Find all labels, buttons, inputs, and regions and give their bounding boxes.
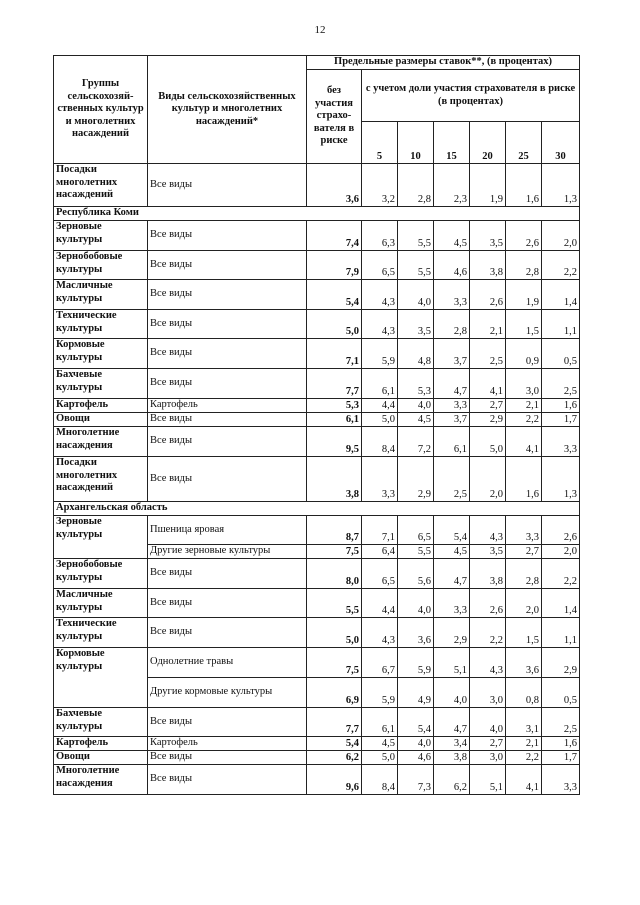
rate-share-cell: 3,3 [542,427,580,457]
rate-share-cell: 6,1 [362,369,398,399]
crop-kind-cell: Все виды [148,413,307,427]
table-row [54,369,580,399]
rate-share-cell: 3,2 [362,164,398,207]
rate-share-cell: 2,2 [506,413,542,427]
rate-share-cell: 4,3 [470,648,506,678]
region-label: Республика Коми [54,207,580,221]
crop-kind-cell: Все виды [148,618,307,648]
table-row [54,251,580,280]
rate-share-cell: 3,0 [470,751,506,765]
rate-no-share-cell: 5,5 [307,589,362,618]
rate-share-cell: 5,5 [398,545,434,559]
rate-share-cell: 2,2 [542,559,580,589]
header-with-share: с учетом доли участия страхователя в риске (в процентах) [362,70,580,122]
rate-no-share-cell: 7,1 [307,339,362,369]
rate-share-cell: 2,1 [506,399,542,413]
header-group: Группы сельскохозяй-ственных культур и многолетних насаждений [54,56,148,164]
crop-kind-cell: Все виды [148,280,307,310]
rate-share-cell: 3,4 [434,737,470,751]
rate-share-cell: 3,5 [470,545,506,559]
rate-no-share-cell: 8,0 [307,559,362,589]
rate-share-cell: 4,3 [362,310,398,339]
rate-share-cell: 3,3 [506,516,542,545]
rate-share-cell: 3,1 [506,708,542,737]
table-row [54,164,580,207]
rate-share-cell: 4,0 [398,737,434,751]
crop-kind-cell: Все виды [148,708,307,737]
rate-share-cell: 4,3 [362,618,398,648]
rate-share-cell: 2,9 [434,618,470,648]
table-row [54,708,580,737]
rate-share-cell: 5,0 [470,427,506,457]
rate-no-share-cell: 6,1 [307,413,362,427]
crop-kind-cell: Все виды [148,339,307,369]
header-kinds: Виды сельскохозяйственных культур и многолетних насаждений* [148,56,307,164]
header-share-20: 20 [470,122,506,164]
rate-share-cell: 8,4 [362,765,398,795]
rate-share-cell: 4,0 [434,678,470,708]
rate-share-cell: 6,4 [362,545,398,559]
table-row [54,559,580,589]
rate-share-cell: 4,8 [398,339,434,369]
rate-share-cell: 4,7 [434,708,470,737]
rate-share-cell: 3,6 [398,618,434,648]
rate-share-cell: 5,0 [362,751,398,765]
rate-share-cell: 8,4 [362,427,398,457]
rate-share-cell: 7,3 [398,765,434,795]
rate-no-share-cell: 3,6 [307,164,362,207]
insurance-rates-table [53,55,580,795]
rate-share-cell: 4,1 [470,369,506,399]
table-row [54,413,580,427]
header-share-15: 15 [434,122,470,164]
rate-share-cell: 2,8 [398,164,434,207]
rate-share-cell: 2,9 [542,648,580,678]
rate-share-cell: 4,0 [398,280,434,310]
rate-share-cell: 6,5 [362,251,398,280]
rate-share-cell: 6,3 [362,221,398,251]
crop-kind-cell: Все виды [148,765,307,795]
rate-share-cell: 2,6 [470,589,506,618]
rate-no-share-cell: 7,9 [307,251,362,280]
rate-share-cell: 2,0 [470,457,506,502]
crop-group-cell: Бахчевые культуры [54,708,148,737]
rate-share-cell: 0,8 [506,678,542,708]
rate-share-cell: 2,7 [470,399,506,413]
table-body [54,164,580,795]
rate-share-cell: 4,3 [470,516,506,545]
crop-kind-cell: Все виды [148,427,307,457]
rate-share-cell: 0,9 [506,339,542,369]
rate-no-share-cell: 5,4 [307,280,362,310]
rate-share-cell: 4,1 [506,427,542,457]
header-no-share: без участия страхо-вателя в риске [307,70,362,164]
rate-share-cell: 2,5 [542,369,580,399]
rate-share-cell: 2,7 [506,545,542,559]
rate-share-cell: 2,2 [542,251,580,280]
rate-share-cell: 4,5 [434,221,470,251]
rate-share-cell: 1,7 [542,751,580,765]
rate-share-cell: 5,3 [398,369,434,399]
rate-no-share-cell: 7,7 [307,369,362,399]
rate-share-cell: 5,9 [362,678,398,708]
rate-share-cell: 1,9 [506,280,542,310]
rate-share-cell: 1,5 [506,618,542,648]
rate-no-share-cell: 7,7 [307,708,362,737]
rate-share-cell: 5,4 [434,516,470,545]
rate-share-cell: 4,0 [398,589,434,618]
rate-share-cell: 7,1 [362,516,398,545]
crop-group-cell: Технические культуры [54,618,148,648]
rate-share-cell: 7,2 [398,427,434,457]
rate-no-share-cell: 5,0 [307,618,362,648]
rate-no-share-cell: 5,3 [307,399,362,413]
rate-share-cell: 1,4 [542,280,580,310]
rate-share-cell: 2,2 [470,618,506,648]
rate-share-cell: 6,7 [362,648,398,678]
crop-kind-cell: Все виды [148,369,307,399]
crop-group-cell: Зерновые культуры [54,516,148,559]
rate-share-cell: 3,8 [470,251,506,280]
crop-group-cell: Многолетние насаждения [54,427,148,457]
crop-group-cell: Кормовые культуры [54,339,148,369]
rate-share-cell: 4,3 [362,280,398,310]
rate-share-cell: 2,5 [434,457,470,502]
rate-share-cell: 3,8 [434,751,470,765]
rate-share-cell: 4,1 [506,765,542,795]
rate-share-cell: 1,6 [506,164,542,207]
crop-kind-cell: Все виды [148,164,307,207]
crop-kind-cell: Все виды [148,751,307,765]
crop-kind-cell: Картофель [148,399,307,413]
crop-group-cell: Технические культуры [54,310,148,339]
crop-group-cell: Овощи [54,751,148,765]
rate-share-cell: 5,1 [434,648,470,678]
rate-no-share-cell: 7,5 [307,545,362,559]
rate-share-cell: 3,5 [398,310,434,339]
rate-no-share-cell: 9,5 [307,427,362,457]
table-row [54,221,580,251]
table-row [54,457,580,502]
rate-no-share-cell: 7,5 [307,648,362,678]
rate-no-share-cell: 5,4 [307,737,362,751]
table-row [54,516,580,545]
page-number: 12 [314,24,326,36]
rate-share-cell: 2,8 [506,559,542,589]
rate-share-cell: 2,0 [542,545,580,559]
rate-share-cell: 4,4 [362,399,398,413]
rate-share-cell: 2,1 [470,310,506,339]
rate-share-cell: 2,3 [434,164,470,207]
rate-share-cell: 3,3 [434,399,470,413]
rate-share-cell: 5,5 [398,221,434,251]
header-share-30: 30 [542,122,580,164]
rate-no-share-cell: 5,0 [307,310,362,339]
rate-share-cell: 3,8 [470,559,506,589]
rate-share-cell: 1,9 [470,164,506,207]
rate-share-cell: 6,1 [434,427,470,457]
region-row [54,207,580,221]
crop-group-cell: Картофель [54,737,148,751]
rate-share-cell: 4,5 [398,413,434,427]
header-share-10: 10 [398,122,434,164]
rate-share-cell: 1,6 [506,457,542,502]
rate-share-cell: 2,5 [542,708,580,737]
rate-share-cell: 0,5 [542,678,580,708]
table-row [54,618,580,648]
rate-share-cell: 0,5 [542,339,580,369]
rate-share-cell: 5,6 [398,559,434,589]
rate-share-cell: 3,0 [470,678,506,708]
rate-share-cell: 1,5 [506,310,542,339]
crop-group-cell: Зерновые культуры [54,221,148,251]
rate-share-cell: 2,6 [470,280,506,310]
crop-kind-cell: Пшеница яровая [148,516,307,545]
rate-share-cell: 2,5 [470,339,506,369]
crop-kind-cell: Однолетние травы [148,648,307,678]
rate-no-share-cell: 3,8 [307,457,362,502]
rate-share-cell: 4,6 [398,751,434,765]
rate-share-cell: 2,9 [398,457,434,502]
table-row [54,751,580,765]
rate-share-cell: 6,5 [362,559,398,589]
rate-no-share-cell: 6,9 [307,678,362,708]
rate-share-cell: 2,7 [470,737,506,751]
rate-share-cell: 2,8 [434,310,470,339]
rate-share-cell: 5,0 [362,413,398,427]
rate-share-cell: 5,9 [398,648,434,678]
rate-share-cell: 4,0 [470,708,506,737]
crop-kind-cell: Все виды [148,589,307,618]
rate-share-cell: 4,7 [434,369,470,399]
rate-share-cell: 3,3 [362,457,398,502]
table-row [54,339,580,369]
table-row [54,648,580,678]
header-limits: Предельные размеры ставок**, (в процентах) [307,56,580,70]
rate-share-cell: 5,9 [362,339,398,369]
crop-group-cell: Картофель [54,399,148,413]
crop-group-cell: Бахчевые культуры [54,369,148,399]
rate-share-cell: 2,6 [506,221,542,251]
rate-share-cell: 6,2 [434,765,470,795]
rate-share-cell: 4,5 [434,545,470,559]
rate-share-cell: 5,1 [470,765,506,795]
rate-no-share-cell: 6,2 [307,751,362,765]
crop-kind-cell: Другие зерновые культуры [148,545,307,559]
crop-group-cell: Зернобобовые культуры [54,559,148,589]
rate-share-cell: 2,0 [506,589,542,618]
rate-share-cell: 1,1 [542,310,580,339]
crop-group-cell: Многолетние насаждения [54,765,148,795]
rate-no-share-cell: 8,7 [307,516,362,545]
rate-share-cell: 4,9 [398,678,434,708]
rate-share-cell: 3,0 [506,369,542,399]
crop-kind-cell: Все виды [148,559,307,589]
crop-group-cell: Кормовые культуры [54,648,148,708]
crop-group-cell: Масличные культуры [54,589,148,618]
rate-share-cell: 4,4 [362,589,398,618]
rate-share-cell: 4,0 [398,399,434,413]
rate-share-cell: 1,6 [542,399,580,413]
rate-share-cell: 4,5 [362,737,398,751]
crop-kind-cell: Все виды [148,251,307,280]
header-share-25: 25 [506,122,542,164]
rate-share-cell: 3,7 [434,413,470,427]
crop-group-cell: Зернобобовые культуры [54,251,148,280]
rate-share-cell: 6,5 [398,516,434,545]
crop-kind-cell: Другие кормовые культуры [148,678,307,708]
rate-share-cell: 2,6 [542,516,580,545]
crop-kind-cell: Все виды [148,457,307,502]
rate-share-cell: 3,7 [434,339,470,369]
table-row [54,280,580,310]
rate-share-cell: 2,9 [470,413,506,427]
rate-share-cell: 5,4 [398,708,434,737]
crop-group-cell: Посадки многолетних насаждений [54,457,148,502]
rate-share-cell: 3,5 [470,221,506,251]
rate-share-cell: 4,7 [434,559,470,589]
table-row [54,310,580,339]
rate-share-cell: 1,4 [542,589,580,618]
rate-share-cell: 3,6 [506,648,542,678]
rate-share-cell: 1,6 [542,737,580,751]
rate-share-cell: 3,3 [434,280,470,310]
rate-share-cell: 3,3 [542,765,580,795]
rate-share-cell: 1,7 [542,413,580,427]
crop-kind-cell: Картофель [148,737,307,751]
rate-no-share-cell: 7,4 [307,221,362,251]
region-label: Архангельская область [54,502,580,516]
table-row [54,399,580,413]
header-share-5: 5 [362,122,398,164]
rate-share-cell: 1,3 [542,164,580,207]
rate-share-cell: 2,1 [506,737,542,751]
table-row [54,737,580,751]
region-row [54,502,580,516]
table-row [54,765,580,795]
rate-share-cell: 6,1 [362,708,398,737]
crop-kind-cell: Все виды [148,221,307,251]
rate-share-cell: 1,1 [542,618,580,648]
rate-share-cell: 1,3 [542,457,580,502]
crop-kind-cell: Все виды [148,310,307,339]
rate-share-cell: 2,0 [542,221,580,251]
rate-no-share-cell: 9,6 [307,765,362,795]
rate-share-cell: 2,2 [506,751,542,765]
table-row [54,427,580,457]
rate-share-cell: 3,3 [434,589,470,618]
rate-share-cell: 2,8 [506,251,542,280]
rate-share-cell: 5,5 [398,251,434,280]
crop-group-cell: Посадки многолетних насаждений [54,164,148,207]
rate-share-cell: 4,6 [434,251,470,280]
crop-group-cell: Овощи [54,413,148,427]
table-row [54,589,580,618]
crop-group-cell: Масличные культуры [54,280,148,310]
